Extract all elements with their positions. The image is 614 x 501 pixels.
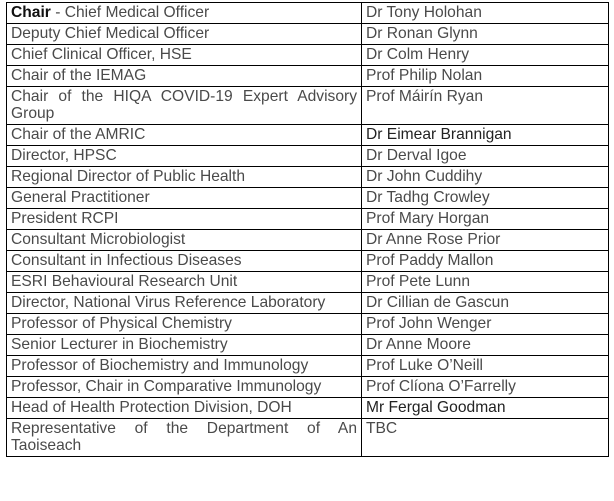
table-row [7, 24, 609, 45]
role-cell: Professor of Physical Chemistry [7, 314, 362, 335]
table-row [7, 209, 609, 230]
role-cell: President RCPI [7, 209, 362, 230]
role-cell: Regional Director of Public Health [7, 167, 362, 188]
member-name-cell: TBC [362, 419, 609, 457]
role-cell: Representative of the Department of An Taoiseach [7, 419, 362, 457]
member-name-cell: Dr Anne Rose Prior [362, 230, 609, 251]
role-cell: Senior Lecturer in Biochemistry [7, 335, 362, 356]
role-cell: Deputy Chief Medical Officer [7, 24, 362, 45]
table-row [7, 167, 609, 188]
role-cell: Consultant in Infectious Diseases [7, 251, 362, 272]
table-row [7, 419, 609, 457]
role-bold-label: Chair [11, 4, 51, 21]
member-name-cell: Dr Colm Henry [362, 45, 609, 66]
member-name-cell: Dr Cillian de Gascun [362, 293, 609, 314]
table-row [7, 66, 609, 87]
member-name-cell: Prof Paddy Mallon [362, 251, 609, 272]
table-row [7, 314, 609, 335]
table-row [7, 398, 609, 419]
member-name-cell: Dr Anne Moore [362, 335, 609, 356]
role-cell: General Practitioner [7, 188, 362, 209]
role-cell: Chair of the IEMAG [7, 66, 362, 87]
table-row [7, 335, 609, 356]
role-cell: Head of Health Protection Division, DOH [7, 398, 362, 419]
table-row [7, 272, 609, 293]
member-name-cell: Prof Pete Lunn [362, 272, 609, 293]
role-cell: Professor, Chair in Comparative Immunology [7, 377, 362, 398]
role-cell [7, 3, 362, 24]
table-row [7, 125, 609, 146]
member-name-cell: Prof John Wenger [362, 314, 609, 335]
role-cell: Consultant Microbiologist [7, 230, 362, 251]
member-name-cell: Dr Tony Holohan [362, 3, 609, 24]
member-name-cell: Dr Derval Igoe [362, 146, 609, 167]
member-name-cell: Prof Mary Horgan [362, 209, 609, 230]
table-row [7, 293, 609, 314]
member-name-cell: Dr Ronan Glynn [362, 24, 609, 45]
member-name-cell: Dr John Cuddihy [362, 167, 609, 188]
role-cell: Professor of Biochemistry and Immunology [7, 356, 362, 377]
role-cell: ESRI Behavioural Research Unit [7, 272, 362, 293]
role-cell: Chair of the AMRIC [7, 125, 362, 146]
member-name-cell: Dr Eimear Brannigan [362, 125, 609, 146]
role-cell: Director, HPSC [7, 146, 362, 167]
member-name-cell: Prof Clíona O’Farrelly [362, 377, 609, 398]
table-row [7, 188, 609, 209]
role-cell: Director, National Virus Reference Laboratory [7, 293, 362, 314]
member-name-cell: Prof Philip Nolan [362, 66, 609, 87]
table-row [7, 45, 609, 66]
role-label: - Chief Medical Officer [50, 4, 210, 21]
table-row [7, 146, 609, 167]
table-row [7, 377, 609, 398]
table-row [7, 87, 609, 125]
role-cell: Chief Clinical Officer, HSE [7, 45, 362, 66]
table-row [7, 356, 609, 377]
member-name-cell: Prof Luke O’Neill [362, 356, 609, 377]
member-name-cell: Dr Tadhg Crowley [362, 188, 609, 209]
member-name-cell: Prof Máirín Ryan [362, 87, 609, 125]
table-row [7, 251, 609, 272]
membership-table [6, 2, 609, 457]
role-cell: Chair of the HIQA COVID-19 Expert Advisory Group [7, 87, 362, 125]
member-name-cell: Mr Fergal Goodman [362, 398, 609, 419]
table-row [7, 230, 609, 251]
table-row [7, 3, 609, 24]
